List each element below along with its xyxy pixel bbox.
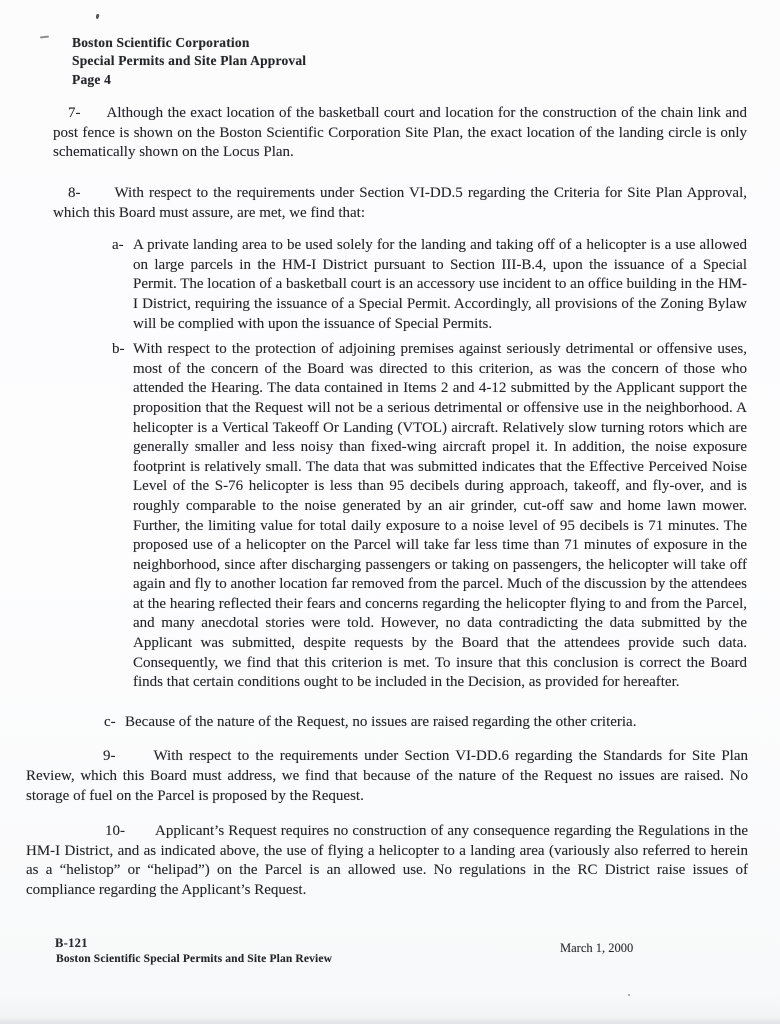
paragraph-10 (26, 822, 748, 900)
document-body (26, 34, 748, 901)
finding-text: A private landing area to be used solely for the landing and taking off of a helicopter is a use allowed on large parcels in the HM-I District pursuant to Section III-B.4, upon the issuance of a Special Permit. The location of a basketball court is an accessory use incident to an office building in the HM-I District, requiring the issuance of a Special Permit. Accordingly, all provisions of the Zoning Bylaw will be complied with upon the issuance of Special Permits. (133, 237, 747, 332)
paragraph-number: 9- (103, 748, 116, 765)
footer-date: March 1, 2000 (560, 941, 634, 955)
finding-item-a (112, 236, 747, 334)
findings-list (104, 236, 747, 732)
tab-spacer (116, 759, 154, 760)
finding-marker: c- (104, 713, 116, 730)
paragraph-number: 8- (68, 185, 81, 201)
company-name: Boston Scientific Corporation (72, 35, 250, 50)
tab-spacer (81, 116, 107, 117)
finding-marker: a- (112, 237, 124, 254)
paragraph-number: 7- (68, 105, 81, 122)
paragraph-text: With respect to the requirements under Section VI-DD.5 regarding the Criteria for Site Plan Approval, which this Board must assure, are met, we find that: (53, 185, 747, 221)
finding-marker: b- (112, 341, 125, 358)
scan-speck-artifact (628, 994, 630, 996)
scan-edge-shadow (0, 1017, 780, 1024)
scan-dash-artifact (40, 36, 49, 39)
paragraph-9 (26, 747, 748, 806)
paragraph-number: 10- (105, 823, 125, 840)
lower-paragraphs (26, 747, 748, 900)
paragraph-text: Although the exact location of the basketball court and location for the construction of the chain link and post fence is shown on the Boston Scientific Corporation Site Plan, the exact location of the landing circle is only schematically shown on the Locus Plan. (53, 105, 747, 161)
document-letterhead (72, 34, 747, 89)
footer-document-title: Boston Scientific Special Permits and Site Plan Review (56, 953, 333, 965)
paragraph-7 (53, 104, 747, 163)
paragraph-8 (53, 184, 747, 223)
document-subject: Special Permits and Site Plan Approval (72, 53, 307, 69)
scan-speck-artifact (96, 14, 100, 20)
paragraph-text: Applicant’s Request requires no construction of any consequence regarding the Regulations in the HM-I District, and as indicated above, the use of flying a helicopter to a landing area (variously also referred to herein as a “helistop” or “helipad”) on the Parcel is an allowed use. No regulations in the RC District raise issues of compliance regarding the Applicant’s Request. (26, 823, 748, 898)
page-number: Page 4 (72, 71, 112, 87)
paragraph-text: With respect to the requirements under Section VI-DD.6 regarding the Standards for Site Plan Review, which this Board must address, we find that because of the nature of the Request no issues are raised. No storage of fuel on the Parcel is proposed by the Request. (26, 748, 748, 804)
finding-item-b (112, 340, 747, 693)
finding-text: With respect to the protection of adjoining premises against seriously detrimental or offensive uses, most of the concern of the Board was directed to this criterion, as was the concern of those who attended the Hearing. The data contained in Items 2 and 4-12 submitted by the Applicant support the proposition that the Request will not be a serious detrimental or offensive use in the neighborhood. A helicopter is a Vertical Takeoff Or Landing (VTOL) aircraft. Relatively slow turning rotors which are generally smaller and less noisy than fixed-wing aircraft propel it. In addition, the noise exposure footprint is relatively small. The data that was submitted indicates that the Effective Perceived Noise Level of the S-76 helicopter is less than 95 decibels during approach, takeoff, and fly-over, and is roughly comparable to the noise generated by an air grinder, cut-off saw and home lawn mower. Further, the limiting value for total daily exposure to a noise level of 95 decibels is 71 minutes. The proposed use of a helicopter on the Parcel will take far less time than 71 minutes of exposure in the neighborhood, since after discharging passengers or taking on passengers, the helicopter will take off again and fly to another location far removed from the parcel. Much of the discussion by the attendees at the hearing reflected their fears and concerns regarding the helicopter flying to and from the Parcel, and many anecdotal stories were told. However, no data contradicting the data submitted by the Applicant was submitted, despite requests by the Board that the attendees provide such data. Consequently, we find that this criterion is met. To insure that this conclusion is correct the Board finds that certain conditions ought to be included in the Decision, as provided for hereafter. (133, 341, 747, 691)
finding-text: Because of the nature of the Request, no issues are raised regarding the other criteria. (125, 713, 637, 730)
finding-item-c (104, 713, 747, 733)
footer-document-ref: B-121 (55, 936, 88, 950)
tab-spacer (81, 196, 115, 197)
tab-spacer (125, 834, 155, 835)
